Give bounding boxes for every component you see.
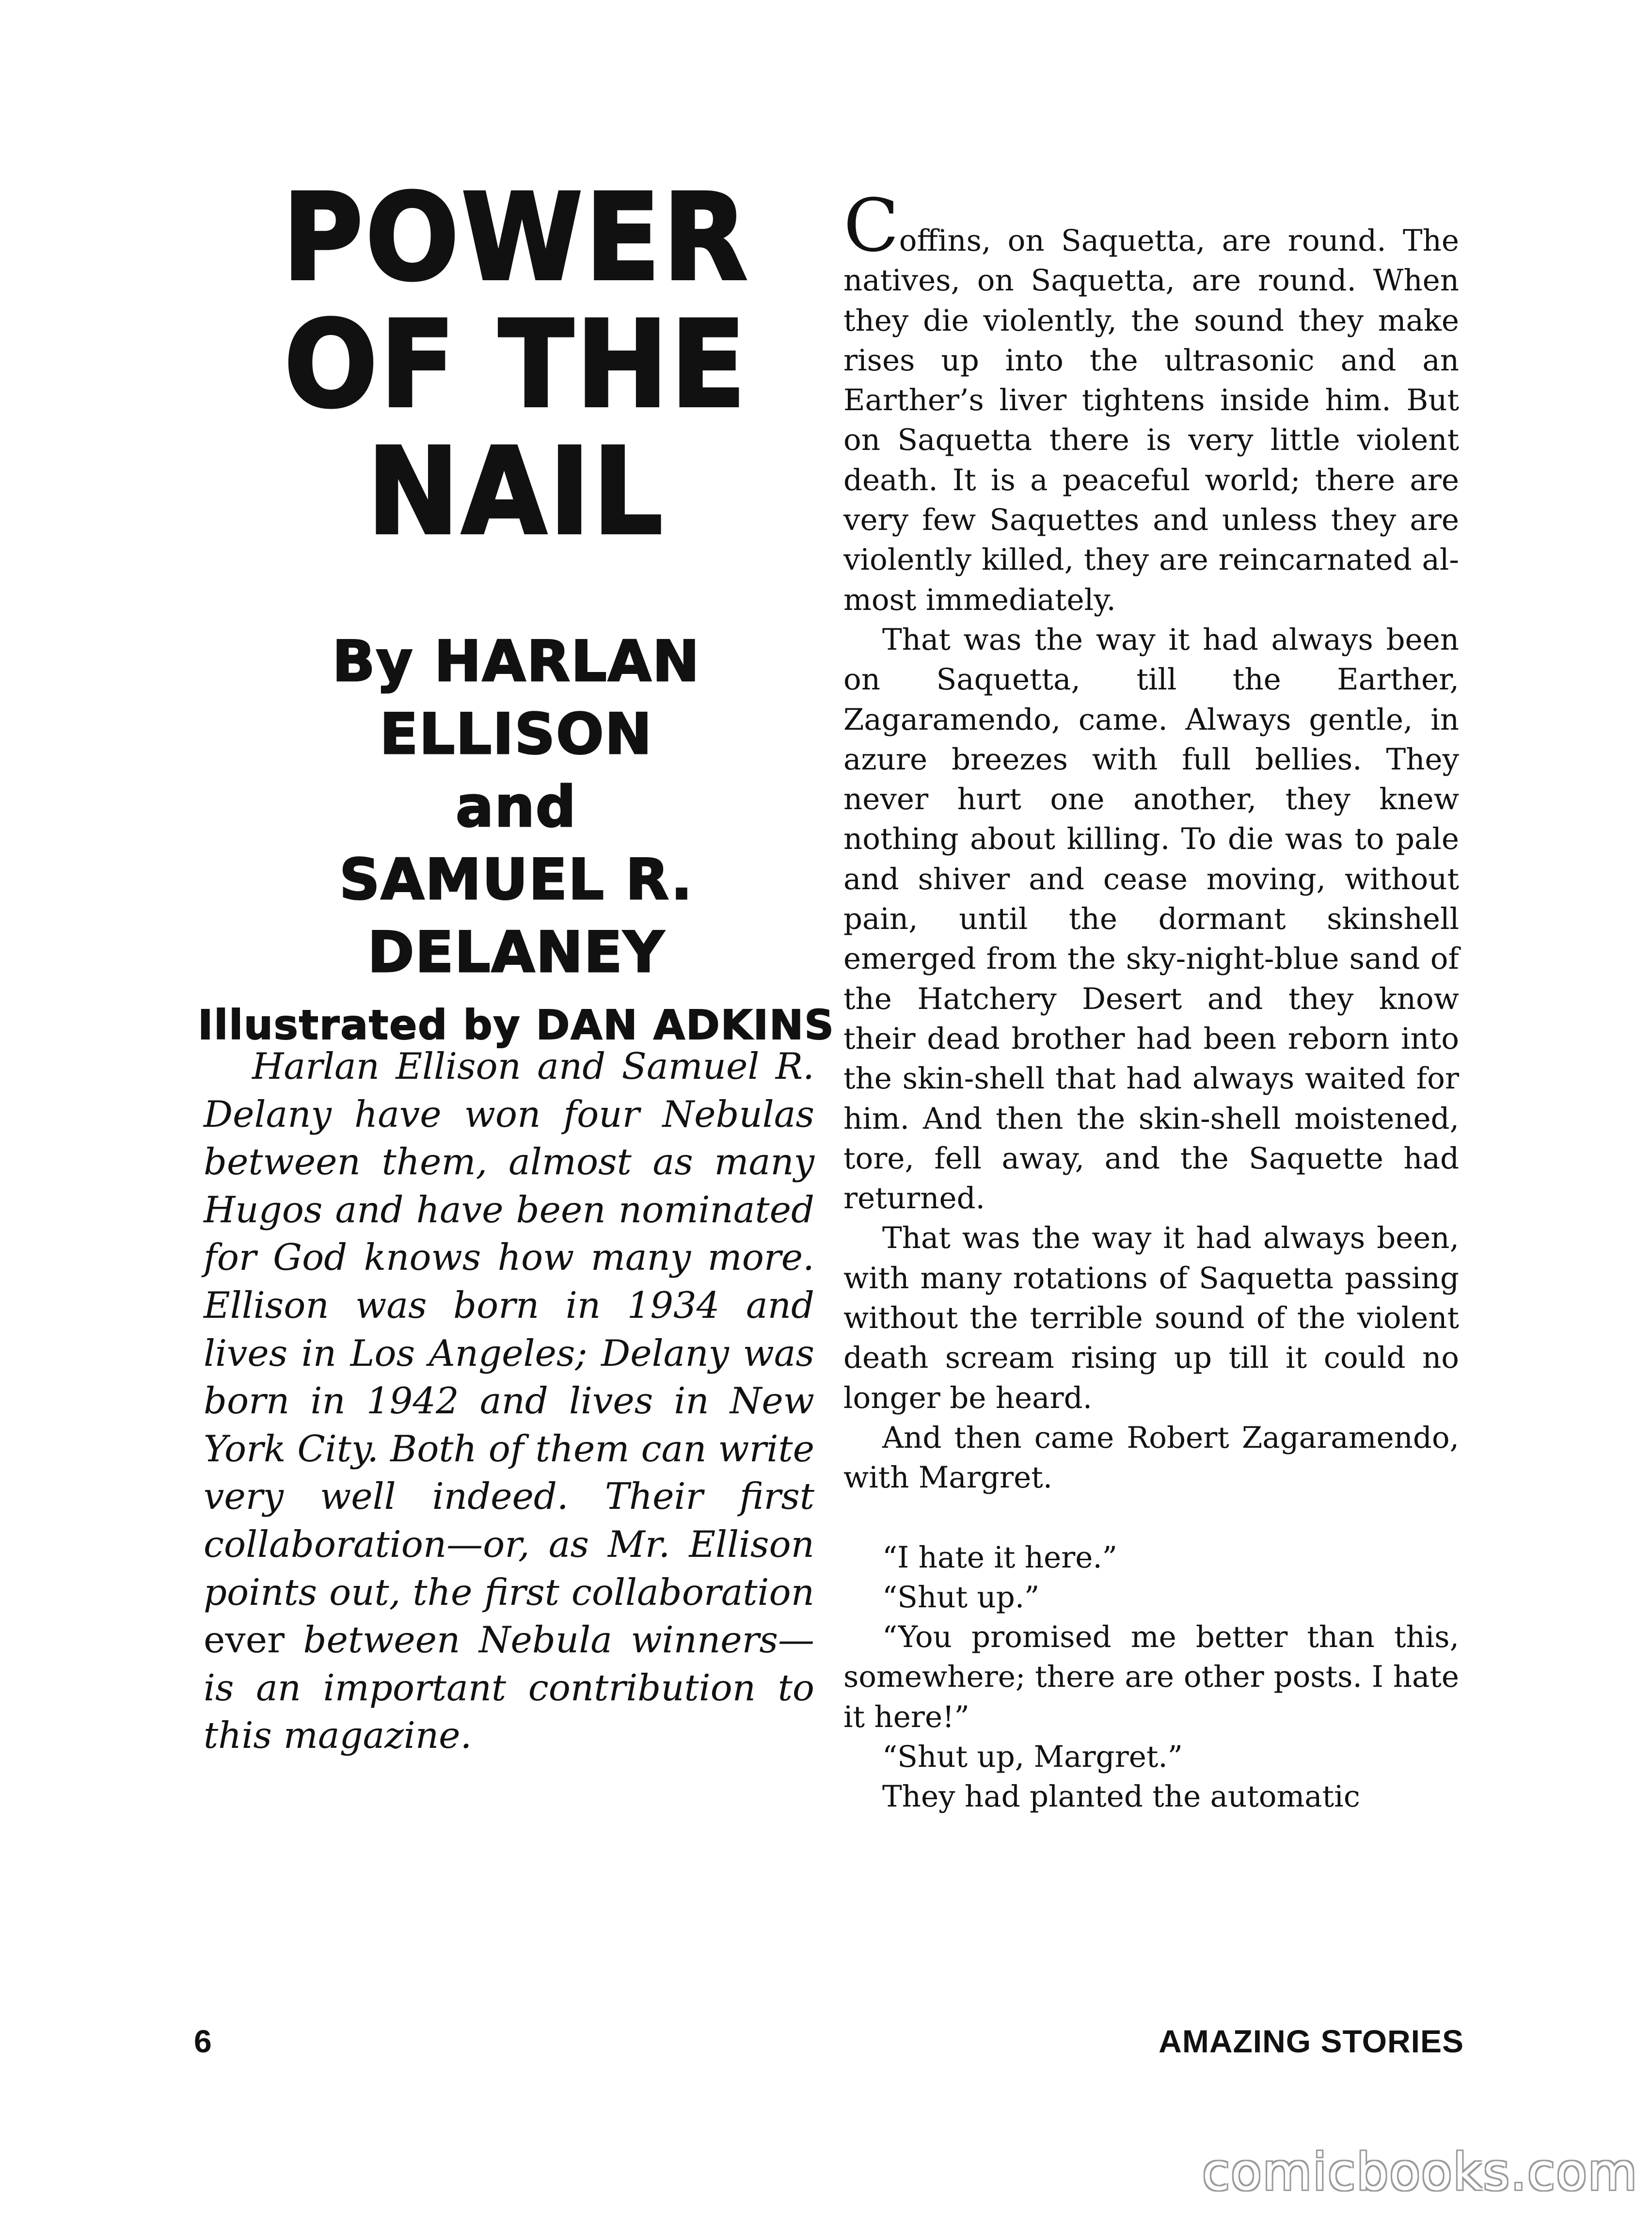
dialog-line-3: “You promised me better than this, somewhere; there are other posts. I hate it here!” [843, 1620, 1459, 1734]
byline [189, 625, 843, 1054]
title-line-3: NAIL [367, 423, 666, 561]
story-paragraph-2: That was the way it had always been on Saquetta, till the Earther, Zagaramendo, came. Always gentle, in azure breezes with full bellies. They never hurt one another, they knew nothing about killing. To die was to pale and shiver and cease moving, without pain, until the dormant skinshell emerged from the sky-night-blue sand of the Hatchery Desert and they know their dead brother had been reborn into the skin-shell that had always waited for him. And then the skin-shell moistened, tore, fell away, and the Saquette had returned. [843, 622, 1459, 1216]
dialog-line-4: “Shut up, Margret.” [882, 1739, 1183, 1774]
intro-text-1: Harlan Ellison and Samuel R. Delany have won four Nebulas between them, almost as many Hugos and have been nominated for God knows how many more. Ellison was born in 1934 and lives in Los Angeles; Delany was born in 1942 and lives in New York City. Both of them can write very well indeed. Their first collaboration—or, as Mr. Ellison points out, the first collaboration [204, 1045, 814, 1614]
story-paragraph-1-text: offins, on Saquetta, are round. The natives, on Saquetta, are round. When they die violently, the sound they make rises up into the ultrasonic and an Earther’s liver tightens inside him. But on Saquetta there is very little violent death. It is a peaceful world; there are very few Saquettes and unless they are violently killed, they are reincarnated almost immediately. [843, 224, 1459, 617]
section-gap [843, 1498, 1459, 1538]
title-line-1: POWER [282, 169, 750, 307]
story-paragraph-1 [843, 184, 1459, 620]
drop-cap: C [843, 184, 899, 268]
byline-author-1: By HARLAN ELLISON [332, 629, 700, 767]
dialog-line-2: “Shut up.” [882, 1580, 1040, 1615]
story-title [189, 169, 843, 561]
page-number: 6 [194, 2023, 212, 2059]
story-column [843, 184, 1459, 1817]
magazine-name: AMAZING STORIES [1159, 2023, 1464, 2059]
illustrator-credit: Illustrated by DAN ADKINS [198, 1001, 835, 1049]
dialog-line-1: “I hate it here.” [882, 1540, 1117, 1575]
intro-text-roman: ever [204, 1618, 303, 1662]
title-line-2: OF THE [284, 296, 748, 434]
intro-blurb [204, 1042, 814, 1759]
watermark: comicbooks.com [1202, 2143, 1638, 2202]
byline-and: and [456, 774, 577, 840]
intro-text-2: between Nebula winners—is an important contribution to this magazine. [204, 1618, 814, 1757]
byline-author-2: SAMUEL R. DELANEY [339, 847, 694, 985]
story-paragraph-4: And then came Robert Zagaramendo, with Margret. [843, 1420, 1459, 1495]
story-paragraph-5: They had planted the automatic [882, 1779, 1360, 1814]
story-paragraph-3: That was the way it had always been, with many rotations of Saquetta passing without the terrible sound of the violent death scream rising up till it could no longer be heard. [843, 1221, 1459, 1415]
